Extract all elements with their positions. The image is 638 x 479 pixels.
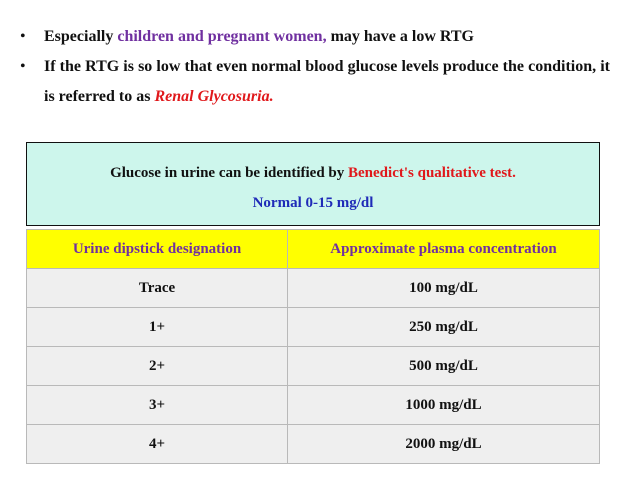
table-row [27,347,600,386]
column-header: Urine dipstick designation [27,230,288,269]
info-highlight: Benedict's qualitative test. [348,165,516,181]
table-cell: 250 mg/dL [288,308,600,347]
bullet-text [44,52,610,112]
table-cell: 500 mg/dL [288,347,600,386]
bullet-text-plain: Especially [44,28,118,45]
column-header: Approximate plasma concentration [288,230,600,269]
table-cell: 100 mg/dL [288,269,600,308]
bullet-item [20,22,610,52]
table-cell: 4+ [27,425,288,464]
info-text: Glucose in urine can be identified by [110,165,349,181]
bullet-text-plain: If the RTG is so low that even normal blood glucose levels produce the condition, it is referred to as [44,58,610,105]
bullet-text [44,22,610,52]
info-line [27,165,599,182]
bullet-text-plain: may have a low RTG [326,28,474,45]
table-header-row [27,230,600,269]
bullet-item [20,52,610,112]
table-row [27,386,600,425]
bullet-dot-icon: • [20,58,26,75]
dipstick-table [26,229,600,464]
info-box [26,142,600,226]
table-cell: 1000 mg/dL [288,386,600,425]
normal-range: Normal 0-15 mg/dl [252,195,374,211]
table-row [27,308,600,347]
table-cell: 3+ [27,386,288,425]
table-row [27,425,600,464]
bullet-dot-icon: • [20,28,26,45]
table-cell: 2+ [27,347,288,386]
table-cell: 2000 mg/dL [288,425,600,464]
table-cell: 1+ [27,308,288,347]
bullet-highlight: children and pregnant women, [117,28,327,45]
bullet-highlight: Renal Glycosuria. [154,88,274,105]
table-row [27,269,600,308]
table-cell: Trace [27,269,288,308]
bullet-list [20,22,610,112]
